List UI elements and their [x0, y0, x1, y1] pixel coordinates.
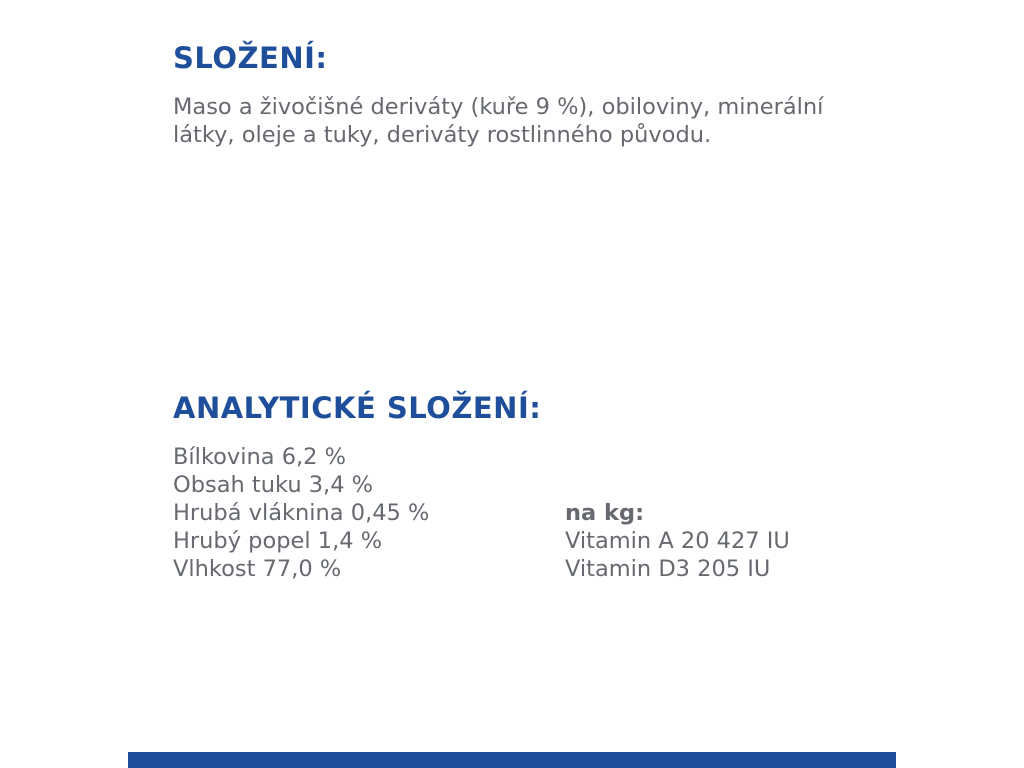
- composition-title: SLOŽENÍ:: [173, 41, 328, 75]
- analysis-item-protein: Bílkovina 6,2 %: [173, 444, 347, 470]
- per-kg-label: na kg:: [565, 500, 645, 526]
- analysis-item-fat: Obsah tuku 3,4 %: [173, 472, 374, 498]
- bottom-accent-bar: [128, 752, 896, 768]
- analysis-item-moisture: Vlhkost 77,0 %: [173, 556, 342, 582]
- vitamins-block: [565, 499, 790, 583]
- composition-text: Maso a živočišné deriváty (kuře 9 %), obiloviny, minerální látky, oleje a tuky, deriváty rostlinného původu.: [173, 94, 824, 148]
- vitamin-d3: Vitamin D3 205 IU: [565, 556, 771, 582]
- analytical-composition-title: ANALYTICKÉ SLOŽENÍ:: [173, 391, 542, 425]
- analytical-composition-list: [173, 443, 429, 583]
- vitamin-a: Vitamin A 20 427 IU: [565, 528, 790, 554]
- analysis-item-ash: Hrubý popel 1,4 %: [173, 528, 383, 554]
- analysis-item-fibre: Hrubá vláknina 0,45 %: [173, 500, 430, 526]
